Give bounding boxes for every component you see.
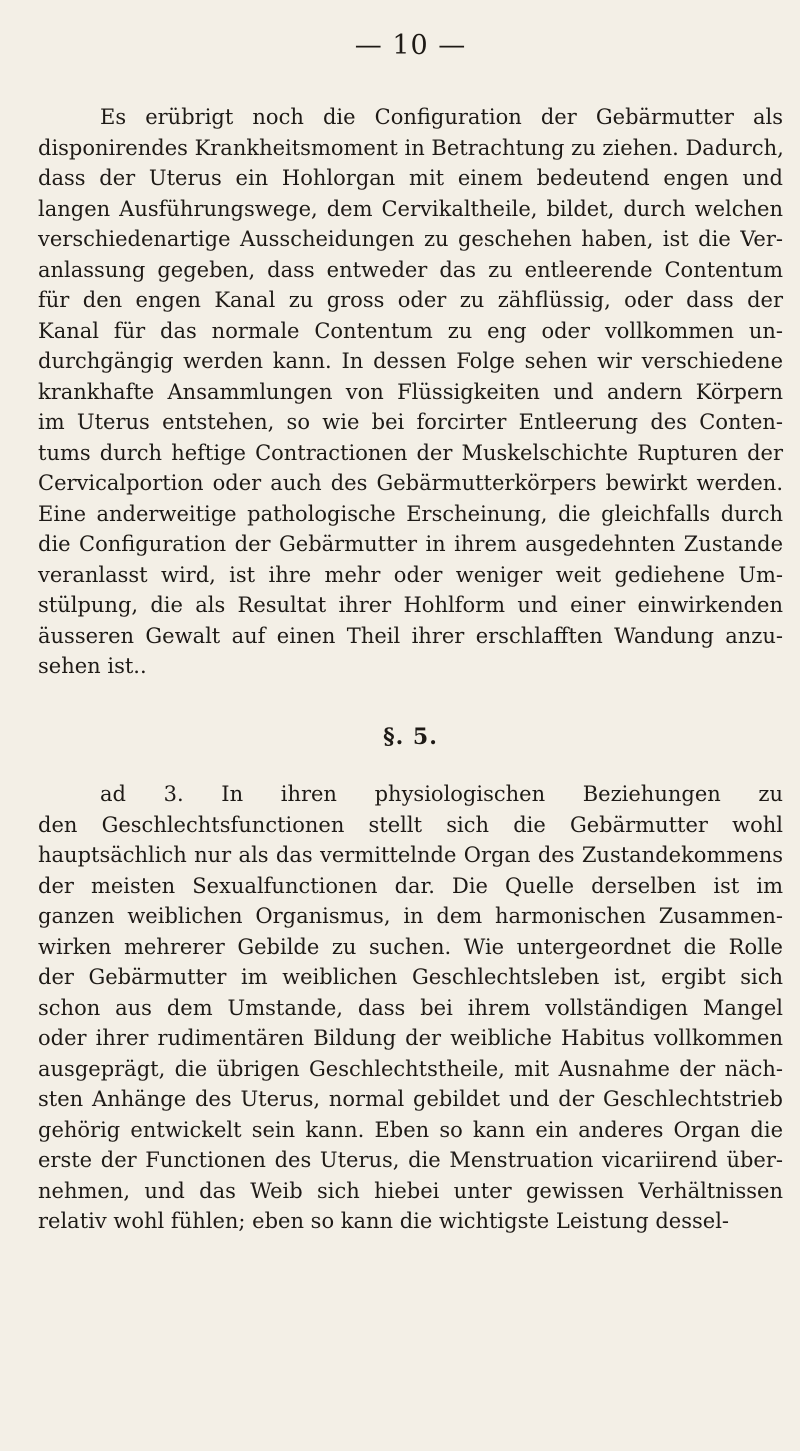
- text-line: sehen ist..: [38, 654, 147, 678]
- text-line: die Configuration der Gebärmutter in ihrem ausgedehnten Zustande: [38, 532, 783, 556]
- text-line: oder ihrer rudimentären Bildung der weibliche Habitus vollkommen: [38, 1026, 783, 1050]
- text-line: durchgängig werden kann. In dessen Folge sehen wir verschiedene: [38, 349, 783, 373]
- text-line: veranlasst wird, ist ihre mehr oder weniger weit gediehene Um-: [38, 562, 783, 587]
- paragraph-physiological: [38, 779, 783, 1237]
- text-line: tums durch heftige Contractionen der Muskelschichte Rupturen der: [38, 440, 783, 465]
- text-line: krankhafte Ansammlungen von Flüssigkeiten und andern Körpern: [38, 379, 783, 404]
- text-line: gehörig entwickelt sein kann. Eben so kann ein anderes Organ die: [38, 1117, 783, 1142]
- text-line: relativ wohl fühlen; eben so kann die wichtigste Leistung dessel-: [38, 1209, 730, 1233]
- text-line: stülpung, die als Resultat ihrer Hohlform und einer einwirkenden: [38, 593, 783, 617]
- text-line: Kanal für das normale Contentum zu eng oder vollkommen un-: [38, 318, 783, 343]
- text-line: Eine anderweitige pathologische Erscheinung, die gleichfalls durch: [38, 501, 783, 526]
- text-line: erste der Functionen des Uterus, die Menstruation vicariirend über-: [38, 1148, 783, 1172]
- section-heading: §. 5.: [383, 724, 438, 750]
- text-line: schon aus dem Umstande, dass bei ihrem vollständigen Mangel: [38, 995, 783, 1020]
- paragraph-configuration: [38, 102, 783, 682]
- text-line: nehmen, und das Weib sich hiebei unter gewissen Verhältnissen: [38, 1178, 783, 1203]
- text-line: langen Ausführungswege, dem Cervikaltheile, bildet, durch welchen: [38, 196, 783, 221]
- text-line: wirken mehrerer Gebilde zu suchen. Wie untergeordnet die Rolle: [38, 934, 783, 959]
- text-line: disponirendes Krankheitsmoment in Betrachtung zu ziehen. Dadurch,: [38, 135, 784, 160]
- document-page: [38, 0, 783, 1451]
- text-line: im Uterus entstehen, so wie bei forcirter Entleerung des Conten-: [38, 410, 783, 434]
- text-line: anlassung gegeben, dass entweder das zu entleerende Contentum: [38, 257, 783, 282]
- text-line: dass der Uterus ein Hohlorgan mit einem bedeutend engen und: [38, 166, 783, 190]
- text-line: ausgeprägt, die übrigen Geschlechtstheile, mit Ausnahme der näch-: [38, 1056, 783, 1081]
- text-line: Es erübrigt noch die Configuration der Gebärmutter als: [100, 105, 783, 129]
- text-line: der meisten Sexualfunctionen dar. Die Quelle derselben ist im: [38, 873, 783, 898]
- text-line: den Geschlechtsfunctionen stellt sich die Gebärmutter wohl: [38, 812, 783, 837]
- text-line: Cervicalportion oder auch des Gebärmutterkörpers bewirkt werden.: [38, 471, 783, 495]
- text-line: der Gebärmutter im weiblichen Geschlechtsleben ist, ergibt sich: [38, 965, 783, 989]
- text-line: hauptsächlich nur als das vermittelnde Organ des Zustandekommens: [38, 843, 783, 867]
- page-number: — 10 —: [354, 30, 467, 61]
- text-line: sten Anhänge des Uterus, normal gebildet und der Geschlechtstrieb: [38, 1087, 783, 1111]
- text-line: äusseren Gewalt auf einen Theil ihrer erschlafften Wandung anzu-: [38, 623, 783, 648]
- text-line: ad 3. In ihren physiologischen Beziehungen zu: [100, 782, 783, 806]
- text-line: verschiedenartige Ausscheidungen zu geschehen haben, ist die Ver-: [38, 227, 783, 251]
- text-line: für den engen Kanal zu gross oder zu zähflüssig, oder dass der: [38, 288, 783, 312]
- text-line: ganzen weiblichen Organismus, in dem harmonischen Zusammen-: [38, 904, 783, 928]
